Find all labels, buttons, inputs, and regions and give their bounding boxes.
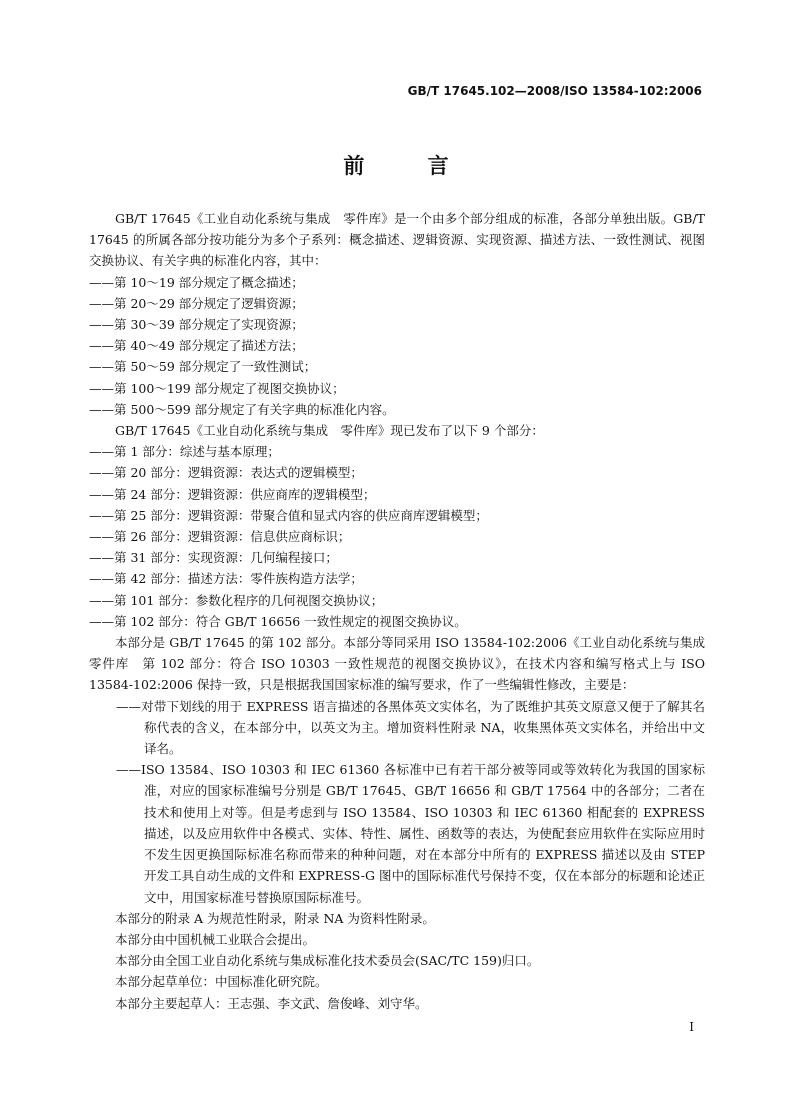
proposer-statement: 本部分由中国机械工业联合会提出。 [115, 931, 316, 947]
list-item: ——第 102 部分：符合 GB/T 16656 一致性规定的视图交换协议。 [89, 613, 467, 629]
list-item: ——第 20～29 部分规定了逻辑资源； [89, 295, 304, 311]
page-title: 前 言 [343, 153, 477, 178]
list-item: ——第 40～49 部分规定了描述方法； [89, 338, 304, 354]
list-item: ——第 500～599 部分规定了有关字典的标准化内容。 [89, 401, 395, 417]
modifications-list [89, 696, 705, 908]
drafters-statement: 本部分主要起草人：王志强、李文武、詹俊峰、刘守华。 [115, 995, 428, 1011]
intro-paragraph: GB/T 17645《工业自动化系统与集成 零件库》是一个由多个部分组成的标准，各部分单独出版。GB/T 17645 的所属各部分按功能分为多个子系列：概念描述、逻辑资源、实现资源、描述方法、一致性测试、视图交换协议、有关字典的标准化内容，其中： [89, 211, 705, 269]
list-item: ——第 31 部分：实现资源：几何编程接口； [89, 550, 338, 566]
list-item: ——第 101 部分：参数化程序的几何视图交换协议； [89, 592, 384, 608]
list-item: ——第 50～59 部分规定了一致性测试； [89, 359, 317, 375]
foreword-body [89, 208, 718, 1014]
adoption-paragraph: 本部分是 GB/T 17645 的第 102 部分。本部分等同采用 ISO 13584-102:2006《工业自动化系统与集成 零件库 第 102 部分：符合 ISO 10303 一致性规范的视图交换协议》，在技术内容和编写格式上与 ISO 13584-102:2006 保持一致，只是根据我国国家标准的编写要求，作了一些编辑性修改，主要是： [89, 635, 718, 693]
list-item: ——第 20 部分：逻辑资源：表达式的逻辑模型； [89, 465, 363, 481]
list-item: ——第 1 部分：综述与基本原理； [89, 444, 280, 460]
list-item: ——第 30～39 部分规定了实现资源； [89, 317, 304, 333]
list-item: ——第 25 部分：逻辑资源：带聚合值和显式内容的供应商库逻辑模型； [89, 507, 488, 523]
published-intro-paragraph: GB/T 17645《工业自动化系统与集成 零件库》现已发布了以下 9 个部分： [115, 423, 544, 439]
list-item: ——第 100～199 部分规定了视图交换协议； [89, 380, 345, 396]
standard-code-header: GB/T 17645.102—2008/ISO 13584-102:2006 [407, 84, 702, 98]
committee-statement: 本部分由全国工业自动化系统与集成标准化技术委员会(SAC/TC 159)归口。 [115, 953, 540, 969]
list-item: ——第 26 部分：逻辑资源：信息供应商标识； [89, 529, 351, 545]
series-list [89, 272, 705, 420]
list-item: ——ISO 13584、ISO 10303 和 IEC 61360 各标准中已有若干部分被等同或等效转化为我国的国家标准，对应的国家标准编号分别是 GB/T 17645、GB/T 16656 和 GB/T 17564 中的各部分；二者在技术和使用上对等。但是考虑到与 ISO 13584、ISO 10303 和 IEC 61360 相配套的 EXPRESS 描述，以及应用软件中各模式、实体、特性、属性、函数等的表达，为使配套应用软件在实际应用时不发生因更换国际标准名称而带来的种种问题，对在本部分中所有的 EXPRESS 描述以及由 STEP 开发工具自动生成的文件和 EXPRESS-G 图中的国际标准代号保持不变，仅在本部分的标题和论述正文中，用国家标准号替换原国际标准号。 [116, 762, 705, 905]
list-item: ——对带下划线的用于 EXPRESS 语言描述的各黑体英文实体名，为了既维护其英文原意又便于了解其名称代表的含义，在本部分中，以英文为主。增加资料性附录 NA，收集黑体英文实体名，并给出中文译名。 [116, 698, 705, 757]
list-item: ——第 24 部分：逻辑资源：供应商库的逻辑模型； [89, 486, 376, 502]
published-parts-list [89, 441, 705, 632]
page-number: I [689, 1020, 694, 1034]
list-item: ——第 10～19 部分规定了概念描述； [89, 274, 304, 290]
annex-statement: 本部分的附录 A 为规范性附录，附录 NA 为资料性附录。 [115, 910, 435, 926]
list-item: ——第 42 部分：描述方法：零件族构造方法学； [89, 571, 363, 587]
drafting-unit-statement: 本部分起草单位：中国标准化研究院。 [115, 974, 328, 990]
